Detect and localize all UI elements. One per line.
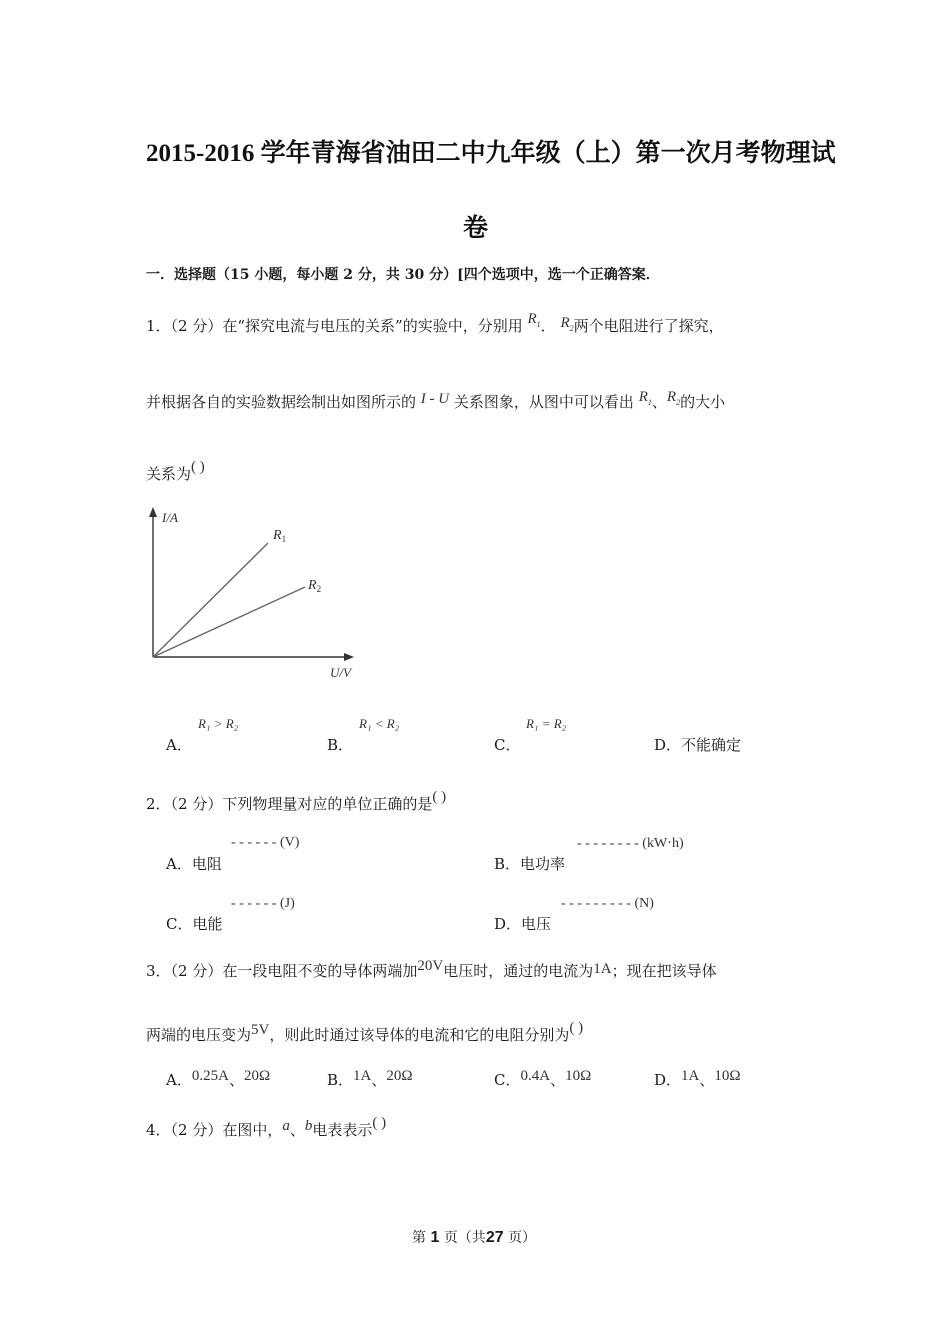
q4-stem-a: 4．（2 分）在图中， [146, 1121, 283, 1139]
q1-option-a-expr: R₁ > R₂ [198, 716, 239, 731]
q3-option-c[interactable] [494, 1069, 591, 1090]
q4-b: b [304, 1118, 313, 1134]
q1-option-d-letter: D． [654, 736, 682, 754]
q1-dun: 、 [651, 393, 667, 411]
q3-option-a-letter: A． [166, 1071, 192, 1089]
q2-option-a-text: 电阻 [191, 855, 222, 873]
section-heading: 一．选择题（15 小题，每小题 2 分，共 30 分）[四个选项中，选一个正确答案． [146, 267, 660, 283]
q2-option-c[interactable] [166, 913, 223, 934]
q3-option-b[interactable] [327, 1069, 413, 1090]
q3-option-b-sep: 、 [371, 1071, 387, 1089]
q1-line2 [146, 391, 725, 413]
q1-option-b-expr: R₁ < R₂ [359, 716, 400, 731]
q1-option-c[interactable] [494, 734, 520, 755]
q2-option-d-letter: D． [494, 915, 522, 933]
q3-20v: 20V [417, 958, 444, 974]
q1-option-c-letter: C． [494, 736, 521, 754]
line-r2 [153, 587, 305, 657]
q2-option-b[interactable] [494, 853, 565, 874]
q1-r2: $R_2$ [560, 315, 574, 333]
q3-stem-2a: 两端的电压变为 [146, 1026, 252, 1044]
q3-option-a[interactable] [166, 1069, 270, 1090]
q3-option-d[interactable] [654, 1069, 741, 1090]
q2-stem [146, 789, 447, 814]
q1-r2b: $R_2$ [666, 389, 681, 407]
q3-stem-1c: ；现在把该导体 [611, 962, 717, 980]
q1-stem-3: 关系为 [146, 465, 192, 483]
q1-sep: ． [540, 317, 556, 335]
q1-stem-2b: 关系图象，从图中可以看出 [453, 393, 634, 411]
footer-page-number: 1 [430, 1229, 440, 1246]
q1-r1b: $R_1$ [638, 389, 652, 407]
q4-stem-b: 电表表示 [312, 1121, 373, 1139]
q3-option-b-resistance: 20Ω [386, 1068, 413, 1084]
q3-stem-2b: ，则此时通过该导体的电流和它的电阻分别为 [269, 1026, 570, 1044]
q2-option-c-text: 电能 [192, 915, 223, 933]
y-axis-arrow [149, 507, 157, 517]
q3-option-d-resistance: 10Ω [714, 1068, 741, 1084]
q2-option-b-letter: B． [494, 855, 521, 873]
q3-stem-1b: 电压时，通过的电流为 [443, 962, 594, 980]
footer-post: 页） [508, 1230, 537, 1246]
q3-option-c-sep: 、 [550, 1071, 566, 1089]
q4-a: a [282, 1118, 290, 1134]
q3-option-a-current: 0.25A [191, 1068, 229, 1084]
q2-option-b-unit: - - - - - - - - (kW⋅h) [577, 836, 684, 851]
q2-stem-text: 2．（2 分）下列物理量对应的单位正确的是 [146, 795, 433, 813]
q1-option-a[interactable] [166, 734, 192, 755]
q2-option-a-unit: - - - - - - (V) [231, 835, 300, 850]
q3-option-d-letter: D． [654, 1071, 682, 1089]
q3-option-a-sep: 、 [228, 1071, 244, 1089]
q1-answer-blank: ( ) [191, 459, 205, 475]
q2-option-c-unit: - - - - - - (J) [231, 896, 295, 911]
q4-stem [146, 1115, 387, 1140]
q3-option-c-letter: C． [494, 1071, 521, 1089]
q3-line1 [146, 960, 717, 981]
page-title-line2: 卷 [463, 215, 489, 242]
q1-option-b[interactable] [327, 734, 353, 755]
q4-answer-blank: ( ) [372, 1115, 387, 1131]
q3-option-c-current: 0.4A [520, 1068, 551, 1084]
q3-5v: 5V [251, 1022, 270, 1038]
q1-option-d-text: 不能确定 [681, 736, 742, 754]
line-r1 [153, 543, 268, 657]
q2-answer-blank: ( ) [432, 789, 447, 805]
q2-option-d-unit: - - - - - - - - - (N) [561, 896, 654, 911]
q1-stem-b: 两个电阻进行了探究， [573, 317, 724, 335]
q1-stem-2a: 并根据各自的实验数据绘制出如图所示的 [146, 393, 417, 411]
q1-line1 [146, 311, 724, 337]
q2-option-d[interactable] [494, 913, 551, 934]
q4-dun: 、 [289, 1121, 305, 1139]
q2-option-a[interactable] [166, 853, 222, 874]
q3-option-a-resistance: 20Ω [243, 1068, 271, 1084]
q3-1a: 1A [593, 961, 612, 977]
q3-option-d-current: 1A [681, 1068, 700, 1084]
q1-option-a-letter: A． [166, 736, 192, 754]
q2-option-d-text: 电压 [521, 915, 552, 933]
footer-mid: 页（共 [443, 1230, 486, 1246]
q3-option-d-sep: 、 [699, 1071, 715, 1089]
footer-pre: 第 [412, 1230, 426, 1246]
q1-stem: 1．（2 分）在“探究电流与电压的关系”的实验中，分别用 [146, 317, 523, 335]
q1-line3 [146, 459, 205, 484]
q3-option-b-current: 1A [353, 1068, 372, 1084]
q3-option-b-letter: B． [327, 1071, 354, 1089]
footer-total-pages: 27 [485, 1229, 504, 1246]
q3-option-c-resistance: 10Ω [565, 1068, 592, 1084]
q3-stem-1a: 3．（2 分）在一段电阻不变的导体两端加 [146, 962, 418, 980]
page-title-line1: 2015-2016 学年青海省油田二中九年级（上）第一次月考物理试 [146, 140, 836, 167]
r2-label: $R_2$ [308, 578, 322, 594]
x-axis-label: U/V [330, 665, 351, 680]
page-footer [412, 1227, 536, 1247]
q3-line2 [146, 1020, 584, 1045]
q2-option-a-letter: A． [166, 855, 192, 873]
q1-option-c-expr: R₁ = R₂ [526, 716, 567, 731]
q2-option-b-text: 电功率 [520, 855, 566, 873]
q3-answer-blank: ( ) [569, 1020, 584, 1036]
q1-stem-2c: 的大小 [680, 393, 726, 411]
q1-option-d[interactable] [654, 734, 741, 755]
q1-iu: I - U [420, 391, 450, 407]
q2-option-c-letter: C． [166, 915, 193, 933]
iu-graph [140, 505, 380, 685]
q1-option-b-letter: B． [327, 736, 354, 754]
x-axis-arrow [344, 653, 354, 661]
q1-r1: $R_1$ [527, 311, 541, 329]
y-axis-label: I/A [162, 510, 178, 525]
r1-label: $R_1$ [273, 528, 287, 544]
